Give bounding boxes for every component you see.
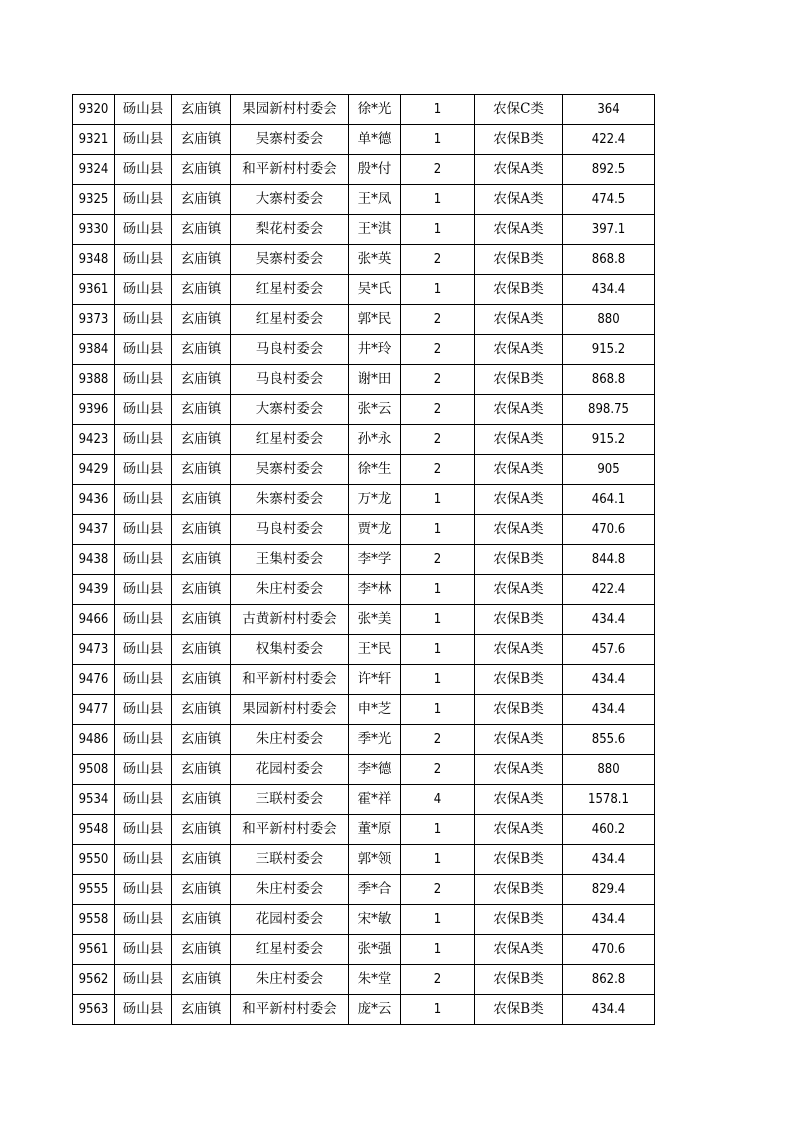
cell-amount: 434.4 <box>563 605 655 635</box>
cell-village: 和平新村村委会 <box>231 815 349 845</box>
cell-person-name: 徐*光 <box>349 95 401 125</box>
cell-insurance-category: 农保A类 <box>475 515 563 545</box>
cell-village: 红星村委会 <box>231 935 349 965</box>
cell-person-name: 张*美 <box>349 605 401 635</box>
cell-village: 朱庄村委会 <box>231 725 349 755</box>
cell-person-name: 董*原 <box>349 815 401 845</box>
cell-person-count: 1 <box>401 815 475 845</box>
cell-record-id: 9348 <box>73 245 115 275</box>
cell-town: 玄庙镇 <box>172 605 231 635</box>
table-row <box>73 605 655 635</box>
cell-record-id: 9429 <box>73 455 115 485</box>
cell-person-count: 1 <box>401 275 475 305</box>
cell-county: 砀山县 <box>115 635 172 665</box>
cell-person-name: 张*强 <box>349 935 401 965</box>
cell-record-id: 9548 <box>73 815 115 845</box>
table-row <box>73 485 655 515</box>
cell-person-count: 2 <box>401 245 475 275</box>
cell-person-name: 王*凤 <box>349 185 401 215</box>
cell-record-id: 9563 <box>73 995 115 1025</box>
cell-county: 砀山县 <box>115 305 172 335</box>
table-row <box>73 785 655 815</box>
cell-insurance-category: 农保A类 <box>475 335 563 365</box>
cell-insurance-category: 农保B类 <box>475 365 563 395</box>
table-row <box>73 455 655 485</box>
cell-amount: 915.2 <box>563 335 655 365</box>
cell-town: 玄庙镇 <box>172 485 231 515</box>
cell-record-id: 9325 <box>73 185 115 215</box>
cell-county: 砀山县 <box>115 125 172 155</box>
cell-insurance-category: 农保A类 <box>475 575 563 605</box>
cell-county: 砀山县 <box>115 455 172 485</box>
cell-county: 砀山县 <box>115 905 172 935</box>
cell-village: 王集村委会 <box>231 545 349 575</box>
cell-person-count: 1 <box>401 95 475 125</box>
cell-person-name: 李*学 <box>349 545 401 575</box>
cell-person-name: 井*玲 <box>349 335 401 365</box>
cell-county: 砀山县 <box>115 335 172 365</box>
cell-village: 古黄新村村委会 <box>231 605 349 635</box>
cell-village: 朱寨村委会 <box>231 485 349 515</box>
cell-village: 和平新村村委会 <box>231 995 349 1025</box>
cell-record-id: 9486 <box>73 725 115 755</box>
cell-county: 砀山县 <box>115 515 172 545</box>
cell-town: 玄庙镇 <box>172 275 231 305</box>
cell-town: 玄庙镇 <box>172 965 231 995</box>
cell-record-id: 9439 <box>73 575 115 605</box>
cell-county: 砀山县 <box>115 725 172 755</box>
cell-amount: 868.8 <box>563 245 655 275</box>
cell-amount: 880 <box>563 755 655 785</box>
cell-amount: 474.5 <box>563 185 655 215</box>
cell-record-id: 9438 <box>73 545 115 575</box>
cell-record-id: 9384 <box>73 335 115 365</box>
cell-village: 三联村委会 <box>231 785 349 815</box>
cell-insurance-category: 农保B类 <box>475 545 563 575</box>
cell-insurance-category: 农保B类 <box>475 995 563 1025</box>
cell-town: 玄庙镇 <box>172 905 231 935</box>
cell-county: 砀山县 <box>115 275 172 305</box>
cell-county: 砀山县 <box>115 215 172 245</box>
cell-amount: 470.6 <box>563 935 655 965</box>
cell-amount: 434.4 <box>563 275 655 305</box>
cell-person-name: 张*英 <box>349 245 401 275</box>
cell-town: 玄庙镇 <box>172 245 231 275</box>
cell-town: 玄庙镇 <box>172 935 231 965</box>
table-row <box>73 695 655 725</box>
cell-town: 玄庙镇 <box>172 215 231 245</box>
cell-county: 砀山县 <box>115 695 172 725</box>
table-row <box>73 545 655 575</box>
cell-person-count: 2 <box>401 305 475 335</box>
cell-insurance-category: 农保A类 <box>475 305 563 335</box>
cell-person-count: 1 <box>401 215 475 245</box>
cell-village: 吴寨村委会 <box>231 245 349 275</box>
cell-village: 马良村委会 <box>231 515 349 545</box>
cell-record-id: 9361 <box>73 275 115 305</box>
cell-amount: 422.4 <box>563 575 655 605</box>
cell-county: 砀山县 <box>115 755 172 785</box>
cell-town: 玄庙镇 <box>172 545 231 575</box>
records-table <box>72 94 655 1025</box>
cell-amount: 470.6 <box>563 515 655 545</box>
cell-village: 和平新村村委会 <box>231 155 349 185</box>
cell-person-name: 郭*领 <box>349 845 401 875</box>
cell-record-id: 9534 <box>73 785 115 815</box>
cell-village: 梨花村委会 <box>231 215 349 245</box>
cell-town: 玄庙镇 <box>172 665 231 695</box>
table-row <box>73 875 655 905</box>
cell-county: 砀山县 <box>115 665 172 695</box>
cell-amount: 397.1 <box>563 215 655 245</box>
cell-person-count: 2 <box>401 425 475 455</box>
cell-town: 玄庙镇 <box>172 125 231 155</box>
table-row <box>73 935 655 965</box>
cell-village: 红星村委会 <box>231 305 349 335</box>
cell-village: 朱庄村委会 <box>231 875 349 905</box>
cell-amount: 457.6 <box>563 635 655 665</box>
cell-person-count: 1 <box>401 485 475 515</box>
cell-record-id: 9508 <box>73 755 115 785</box>
cell-person-count: 2 <box>401 335 475 365</box>
cell-county: 砀山县 <box>115 935 172 965</box>
table-row <box>73 845 655 875</box>
cell-person-name: 许*轩 <box>349 665 401 695</box>
cell-county: 砀山县 <box>115 545 172 575</box>
cell-person-name: 王*淇 <box>349 215 401 245</box>
cell-town: 玄庙镇 <box>172 365 231 395</box>
cell-amount: 898.75 <box>563 395 655 425</box>
cell-record-id: 9324 <box>73 155 115 185</box>
cell-amount: 434.4 <box>563 695 655 725</box>
cell-town: 玄庙镇 <box>172 425 231 455</box>
cell-person-count: 2 <box>401 455 475 485</box>
cell-person-name: 徐*生 <box>349 455 401 485</box>
cell-village: 权集村委会 <box>231 635 349 665</box>
cell-person-count: 1 <box>401 575 475 605</box>
table-row <box>73 425 655 455</box>
cell-record-id: 9396 <box>73 395 115 425</box>
cell-town: 玄庙镇 <box>172 335 231 365</box>
cell-person-count: 2 <box>401 545 475 575</box>
cell-town: 玄庙镇 <box>172 155 231 185</box>
cell-insurance-category: 农保B类 <box>475 245 563 275</box>
table-row <box>73 635 655 665</box>
cell-town: 玄庙镇 <box>172 185 231 215</box>
cell-person-name: 贾*龙 <box>349 515 401 545</box>
cell-county: 砀山县 <box>115 425 172 455</box>
cell-town: 玄庙镇 <box>172 995 231 1025</box>
cell-person-name: 孙*永 <box>349 425 401 455</box>
table-row <box>73 725 655 755</box>
cell-record-id: 9473 <box>73 635 115 665</box>
cell-county: 砀山县 <box>115 815 172 845</box>
cell-amount: 434.4 <box>563 845 655 875</box>
cell-village: 花园村委会 <box>231 755 349 785</box>
cell-village: 吴寨村委会 <box>231 455 349 485</box>
cell-town: 玄庙镇 <box>172 845 231 875</box>
cell-village: 红星村委会 <box>231 425 349 455</box>
cell-town: 玄庙镇 <box>172 725 231 755</box>
cell-record-id: 9321 <box>73 125 115 155</box>
cell-person-count: 1 <box>401 605 475 635</box>
cell-village: 三联村委会 <box>231 845 349 875</box>
cell-person-count: 2 <box>401 965 475 995</box>
cell-village: 吴寨村委会 <box>231 125 349 155</box>
cell-insurance-category: 农保A类 <box>475 725 563 755</box>
cell-record-id: 9477 <box>73 695 115 725</box>
cell-person-count: 1 <box>401 125 475 155</box>
cell-person-count: 2 <box>401 755 475 785</box>
cell-person-count: 1 <box>401 515 475 545</box>
cell-amount: 364 <box>563 95 655 125</box>
cell-person-name: 吴*氏 <box>349 275 401 305</box>
cell-amount: 434.4 <box>563 665 655 695</box>
cell-insurance-category: 农保B类 <box>475 875 563 905</box>
cell-county: 砀山县 <box>115 365 172 395</box>
cell-person-name: 申*芝 <box>349 695 401 725</box>
cell-village: 大寨村委会 <box>231 395 349 425</box>
cell-amount: 829.4 <box>563 875 655 905</box>
cell-town: 玄庙镇 <box>172 95 231 125</box>
table-row <box>73 185 655 215</box>
cell-town: 玄庙镇 <box>172 695 231 725</box>
cell-person-count: 2 <box>401 725 475 755</box>
cell-record-id: 9562 <box>73 965 115 995</box>
cell-county: 砀山县 <box>115 395 172 425</box>
cell-person-name: 李*德 <box>349 755 401 785</box>
cell-record-id: 9476 <box>73 665 115 695</box>
cell-person-name: 郭*民 <box>349 305 401 335</box>
cell-county: 砀山县 <box>115 785 172 815</box>
cell-insurance-category: 农保A类 <box>475 485 563 515</box>
table-row <box>73 275 655 305</box>
cell-insurance-category: 农保B类 <box>475 665 563 695</box>
cell-village: 马良村委会 <box>231 335 349 365</box>
cell-amount: 844.8 <box>563 545 655 575</box>
cell-amount: 855.6 <box>563 725 655 755</box>
cell-person-count: 1 <box>401 845 475 875</box>
cell-village: 朱庄村委会 <box>231 965 349 995</box>
cell-amount: 880 <box>563 305 655 335</box>
cell-record-id: 9466 <box>73 605 115 635</box>
cell-village: 果园新村村委会 <box>231 695 349 725</box>
cell-person-name: 张*云 <box>349 395 401 425</box>
cell-county: 砀山县 <box>115 575 172 605</box>
cell-insurance-category: 农保B类 <box>475 605 563 635</box>
cell-insurance-category: 农保A类 <box>475 635 563 665</box>
cell-person-count: 1 <box>401 905 475 935</box>
cell-county: 砀山县 <box>115 605 172 635</box>
cell-amount: 422.4 <box>563 125 655 155</box>
cell-town: 玄庙镇 <box>172 785 231 815</box>
table-row <box>73 905 655 935</box>
cell-person-name: 庞*云 <box>349 995 401 1025</box>
cell-insurance-category: 农保A类 <box>475 785 563 815</box>
cell-person-count: 2 <box>401 155 475 185</box>
cell-insurance-category: 农保A类 <box>475 185 563 215</box>
cell-record-id: 9550 <box>73 845 115 875</box>
cell-amount: 1578.1 <box>563 785 655 815</box>
table-row <box>73 965 655 995</box>
cell-county: 砀山县 <box>115 185 172 215</box>
cell-village: 和平新村村委会 <box>231 665 349 695</box>
cell-village: 果园新村村委会 <box>231 95 349 125</box>
cell-person-count: 1 <box>401 185 475 215</box>
cell-insurance-category: 农保B类 <box>475 125 563 155</box>
table-row <box>73 515 655 545</box>
cell-county: 砀山县 <box>115 485 172 515</box>
cell-village: 花园村委会 <box>231 905 349 935</box>
cell-amount: 434.4 <box>563 995 655 1025</box>
cell-amount: 915.2 <box>563 425 655 455</box>
cell-person-name: 谢*田 <box>349 365 401 395</box>
cell-person-count: 1 <box>401 995 475 1025</box>
cell-village: 大寨村委会 <box>231 185 349 215</box>
cell-person-count: 1 <box>401 695 475 725</box>
cell-record-id: 9330 <box>73 215 115 245</box>
table-row <box>73 335 655 365</box>
cell-record-id: 9561 <box>73 935 115 965</box>
cell-insurance-category: 农保B类 <box>475 965 563 995</box>
table-row <box>73 305 655 335</box>
cell-insurance-category: 农保A类 <box>475 155 563 185</box>
table-row <box>73 395 655 425</box>
cell-village: 红星村委会 <box>231 275 349 305</box>
cell-person-count: 2 <box>401 875 475 905</box>
cell-amount: 460.2 <box>563 815 655 845</box>
cell-amount: 868.8 <box>563 365 655 395</box>
table-row <box>73 575 655 605</box>
cell-person-name: 李*林 <box>349 575 401 605</box>
cell-county: 砀山县 <box>115 965 172 995</box>
cell-town: 玄庙镇 <box>172 875 231 905</box>
cell-person-name: 王*民 <box>349 635 401 665</box>
cell-insurance-category: 农保B类 <box>475 275 563 305</box>
table-row <box>73 125 655 155</box>
cell-person-count: 2 <box>401 395 475 425</box>
cell-amount: 464.1 <box>563 485 655 515</box>
cell-insurance-category: 农保A类 <box>475 425 563 455</box>
cell-person-name: 殷*付 <box>349 155 401 185</box>
cell-town: 玄庙镇 <box>172 515 231 545</box>
cell-record-id: 9558 <box>73 905 115 935</box>
cell-county: 砀山县 <box>115 155 172 185</box>
cell-record-id: 9373 <box>73 305 115 335</box>
table-row <box>73 995 655 1025</box>
cell-town: 玄庙镇 <box>172 395 231 425</box>
cell-insurance-category: 农保B类 <box>475 695 563 725</box>
table-row <box>73 755 655 785</box>
table-row <box>73 155 655 185</box>
table-row <box>73 95 655 125</box>
cell-amount: 434.4 <box>563 905 655 935</box>
cell-insurance-category: 农保A类 <box>475 395 563 425</box>
cell-town: 玄庙镇 <box>172 575 231 605</box>
cell-person-name: 季*合 <box>349 875 401 905</box>
cell-record-id: 9388 <box>73 365 115 395</box>
cell-village: 马良村委会 <box>231 365 349 395</box>
cell-insurance-category: 农保A类 <box>475 815 563 845</box>
cell-insurance-category: 农保A类 <box>475 935 563 965</box>
cell-insurance-category: 农保B类 <box>475 845 563 875</box>
cell-person-count: 4 <box>401 785 475 815</box>
cell-amount: 862.8 <box>563 965 655 995</box>
cell-town: 玄庙镇 <box>172 635 231 665</box>
cell-person-name: 霍*祥 <box>349 785 401 815</box>
cell-insurance-category: 农保A类 <box>475 215 563 245</box>
cell-person-count: 1 <box>401 935 475 965</box>
cell-amount: 892.5 <box>563 155 655 185</box>
cell-person-name: 单*德 <box>349 125 401 155</box>
cell-county: 砀山县 <box>115 95 172 125</box>
cell-county: 砀山县 <box>115 245 172 275</box>
table-row <box>73 365 655 395</box>
cell-town: 玄庙镇 <box>172 755 231 785</box>
cell-county: 砀山县 <box>115 995 172 1025</box>
cell-person-name: 季*光 <box>349 725 401 755</box>
cell-insurance-category: 农保A类 <box>475 455 563 485</box>
records-table-body <box>73 95 655 1025</box>
cell-insurance-category: 农保A类 <box>475 755 563 785</box>
cell-person-name: 朱*堂 <box>349 965 401 995</box>
cell-person-name: 宋*敏 <box>349 905 401 935</box>
cell-village: 朱庄村委会 <box>231 575 349 605</box>
cell-town: 玄庙镇 <box>172 815 231 845</box>
cell-county: 砀山县 <box>115 845 172 875</box>
cell-person-name: 万*龙 <box>349 485 401 515</box>
cell-record-id: 9423 <box>73 425 115 455</box>
cell-town: 玄庙镇 <box>172 305 231 335</box>
cell-county: 砀山县 <box>115 875 172 905</box>
table-row <box>73 665 655 695</box>
cell-amount: 905 <box>563 455 655 485</box>
table-row <box>73 815 655 845</box>
cell-insurance-category: 农保B类 <box>475 905 563 935</box>
cell-person-count: 2 <box>401 365 475 395</box>
cell-record-id: 9437 <box>73 515 115 545</box>
cell-record-id: 9436 <box>73 485 115 515</box>
table-row <box>73 215 655 245</box>
cell-town: 玄庙镇 <box>172 455 231 485</box>
cell-person-count: 1 <box>401 635 475 665</box>
cell-record-id: 9555 <box>73 875 115 905</box>
cell-person-count: 1 <box>401 665 475 695</box>
table-row <box>73 245 655 275</box>
cell-insurance-category: 农保C类 <box>475 95 563 125</box>
cell-record-id: 9320 <box>73 95 115 125</box>
